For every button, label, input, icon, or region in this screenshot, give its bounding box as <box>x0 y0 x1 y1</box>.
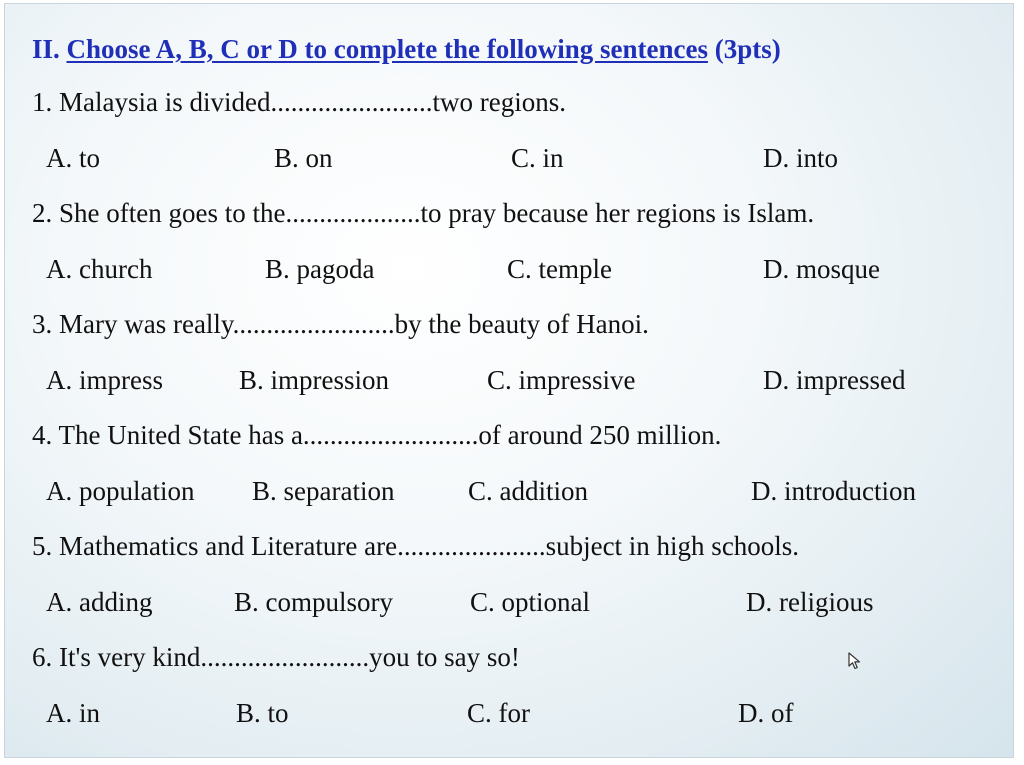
option-3b: B. impression <box>239 365 390 395</box>
heading-prefix: II. <box>32 34 67 64</box>
option-1a: A. to <box>46 143 100 173</box>
heading-suffix: (3pts) <box>707 34 781 64</box>
option-5a: A. adding <box>46 587 153 617</box>
option-3d: D. impressed <box>763 365 906 395</box>
section-heading <box>32 34 781 65</box>
option-3c: C. impressive <box>487 365 636 395</box>
option-6b: B. to <box>236 698 289 728</box>
question-3: 3. Mary was really........................by the beauty of Hanoi. <box>32 309 649 339</box>
question-1: 1. Malaysia is divided........................two regions. <box>32 87 566 117</box>
option-4a: A. population <box>46 476 195 506</box>
option-5b: B. compulsory <box>234 587 393 617</box>
option-3a: A. impress <box>46 365 163 395</box>
option-4c: C. addition <box>468 476 588 506</box>
question-2: 2. She often goes to the....................to pray because her regions is Islam. <box>32 198 815 228</box>
option-4b: B. separation <box>252 476 395 506</box>
option-2c: C. temple <box>507 254 612 284</box>
option-6a: A. in <box>46 698 100 728</box>
option-1d: D. into <box>763 143 839 173</box>
option-2b: B. pagoda <box>265 254 375 284</box>
option-1b: B. on <box>274 143 333 173</box>
option-5d: D. religious <box>746 587 874 617</box>
slide <box>4 3 1014 758</box>
option-2d: D. mosque <box>763 254 880 284</box>
question-6: 6. It's very kind.........................you to say so! <box>32 642 520 672</box>
option-6d: D. of <box>738 698 794 728</box>
option-4d: D. introduction <box>751 476 916 506</box>
option-6c: C. for <box>467 698 530 728</box>
question-4: 4. The United State has a..........................of around 250 million. <box>32 420 722 450</box>
option-1c: C. in <box>511 143 564 173</box>
heading-title: Choose A, B, C or D to complete the following sentences <box>66 34 708 64</box>
option-2a: A. church <box>46 254 153 284</box>
mouse-pointer-icon <box>848 652 862 670</box>
option-5c: C. optional <box>470 587 590 617</box>
question-5: 5. Mathematics and Literature are......................subject in high schools. <box>32 531 800 561</box>
